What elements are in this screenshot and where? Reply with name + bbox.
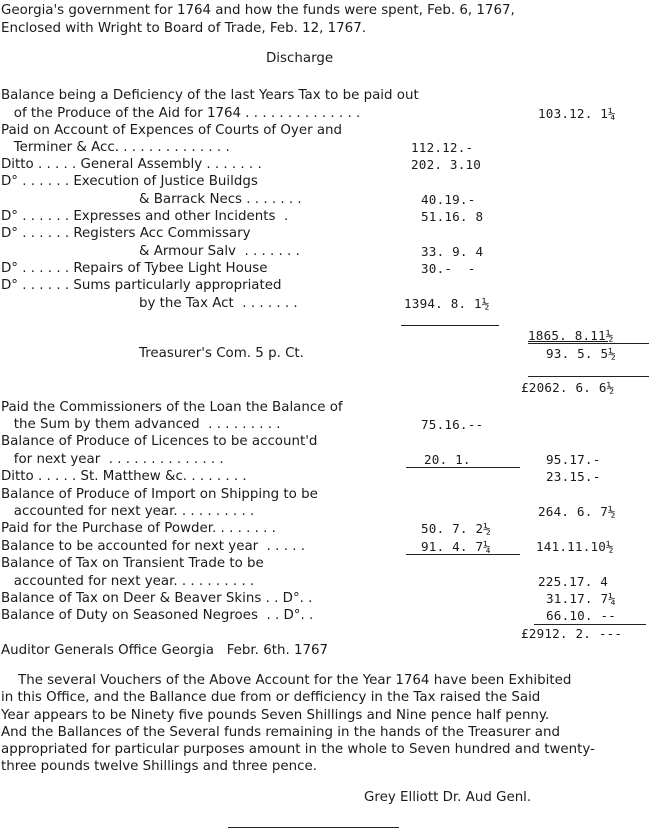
- entry-shipping-total: 264. 6. 7½: [538, 504, 616, 519]
- entry-powder-amount: 50. 7. 2½: [421, 521, 492, 536]
- entry-shipping-label: Balance of Produce of Import on Shipping to be: [1, 487, 318, 502]
- entry-registers-label: D° . . . . . . Registers Acc Commissary: [1, 226, 251, 241]
- entry-loan-label-2: the Sum by them advanced . . . . . . . . .: [1, 417, 281, 432]
- entry-negroes-label: Balance of Duty on Seasoned Negroes . . D°. .: [1, 608, 314, 623]
- entry-deer-beaver-label: Balance of Tax on Deer & Beaver Skins . . D°. .: [1, 591, 313, 606]
- entry-negroes-total: 66.10. --: [546, 608, 617, 623]
- entry-licences-label-2: for next year . . . . . . . . . . . . . .: [1, 452, 224, 467]
- entry-deer-beaver-total: 31.17. 7¼: [546, 591, 617, 606]
- entry-licences-label: Balance of Produce of Licences to be account'd: [1, 434, 318, 449]
- entry-balance-next-year-amount: 91. 4. 7¼: [421, 539, 492, 554]
- entry-courts-amount: 112.12.-: [411, 140, 474, 155]
- subtotal-amount: 1865. 8.11½: [528, 328, 614, 343]
- entry-st-matthew-label: Ditto . . . . . St. Matthew &c. . . . . . . .: [1, 469, 247, 484]
- rule-subtotal: [528, 343, 649, 344]
- entry-deficiency-label: Balance being a Deficiency of the last Years Tax to be paid out: [1, 88, 419, 103]
- closing-rule: [228, 827, 399, 828]
- grand-total-1: £2062. 6. 6½: [521, 380, 615, 395]
- entry-licences-amount: 20. 1.: [424, 452, 471, 467]
- entry-loan-amount: 75.16.--: [421, 417, 484, 432]
- grand-total-2: £2912. 2. ---: [521, 626, 623, 641]
- entry-justice-amount: 40.19.-: [421, 192, 476, 207]
- paragraph-line-4: And the Ballances of the Several funds remaining in the hands of the Treasurer and: [1, 725, 561, 740]
- entry-balance-next-year-label: Balance to be accounted for next year . . . . .: [1, 539, 305, 554]
- entry-appropriated-amount: 1394. 8. 1½: [404, 296, 490, 311]
- entry-assembly-label: Ditto . . . . . General Assembly . . . . . . .: [1, 157, 262, 172]
- entry-assembly-amount: 202. 3.10: [411, 157, 482, 172]
- header-line-1: Georgia's government for 1764 and how the funds were spent, Feb. 6, 1767,: [1, 3, 515, 18]
- paragraph-line-1: The several Vouchers of the Above Account for the Year 1764 have been Exhibited: [1, 673, 572, 688]
- rule-licences: [406, 467, 520, 468]
- entry-appropriated-label: D° . . . . . . Sums particularly appropriated: [1, 278, 282, 293]
- entry-expresses-label: D° . . . . . . Expresses and other Incidents .: [1, 209, 289, 224]
- rule-grand-total-1: [528, 376, 649, 377]
- entry-courts-label: Paid on Account of Expences of Courts of Oyer and: [1, 123, 343, 138]
- entry-licences-total: 95.17.-: [546, 452, 601, 467]
- rule-grand-total-2: [534, 624, 646, 625]
- entry-justice-label: D° . . . . . . Execution of Justice Buildgs: [1, 174, 258, 189]
- entry-appropriated-label-2: by the Tax Act . . . . . . .: [139, 296, 298, 311]
- signature: Grey Elliott Dr. Aud Genl.: [364, 790, 532, 805]
- entry-transient-label: Balance of Tax on Transient Trade to be: [1, 556, 264, 571]
- entry-registers-label-2: & Armour Salv . . . . . . .: [139, 244, 300, 259]
- entry-tybee-amount: 30.- -: [421, 261, 476, 276]
- entry-powder-label: Paid for the Purchase of Powder. . . . . . . .: [1, 521, 276, 536]
- paragraph-line-2: in this Office, and the Ballance due from or defficiency in the Tax raised the Said: [1, 690, 541, 705]
- entry-deficiency-total: 103.12. 1¼: [538, 106, 616, 121]
- entry-tybee-label: D° . . . . . . Repairs of Tybee Light House: [1, 261, 268, 276]
- paragraph-line-3: Year appears to be Ninety five pounds Seven Shillings and Nine pence half penny.: [1, 708, 550, 723]
- entry-balance-next-year-total: 141.11.10½: [536, 539, 614, 554]
- entry-loan-label: Paid the Commissioners of the Loan the Balance of: [1, 400, 343, 415]
- section-title: Discharge: [266, 51, 334, 66]
- entry-deficiency-label-2: of the Produce of the Aid for 1764 . . . . . . . . . . . . . .: [1, 106, 361, 121]
- entry-transient-total: 225.17. 4: [538, 574, 609, 589]
- entry-registers-amount: 33. 9. 4: [421, 244, 484, 259]
- rule-balance-next-year: [406, 554, 520, 555]
- paragraph-line-6: three pounds twelve Shillings and three pence.: [1, 759, 317, 774]
- entry-shipping-label-2: accounted for next year. . . . . . . . . .: [1, 504, 255, 519]
- treasurer-commission-label: Treasurer's Com. 5 p. Ct.: [139, 346, 304, 361]
- office-line: Auditor Generals Office Georgia Febr. 6th. 1767: [1, 643, 329, 658]
- entry-justice-label-2: & Barrack Necs . . . . . . .: [139, 192, 302, 207]
- entry-st-matthew-total: 23.15.-: [546, 469, 601, 484]
- entry-expresses-amount: 51.16. 8: [421, 209, 484, 224]
- entry-transient-label-2: accounted for next year. . . . . . . . . .: [1, 574, 255, 589]
- treasurer-commission-amount: 93. 5. 5½: [546, 346, 617, 361]
- paragraph-line-5: appropriated for particular purposes amount in the whole to Seven hundred and twenty-: [1, 742, 595, 757]
- header-line-2: Enclosed with Wright to Board of Trade, Feb. 12, 1767.: [1, 21, 366, 36]
- rule-column-subtotal: [401, 325, 499, 326]
- entry-courts-label-2: Terminer & Acc. . . . . . . . . . . . . .: [1, 140, 230, 155]
